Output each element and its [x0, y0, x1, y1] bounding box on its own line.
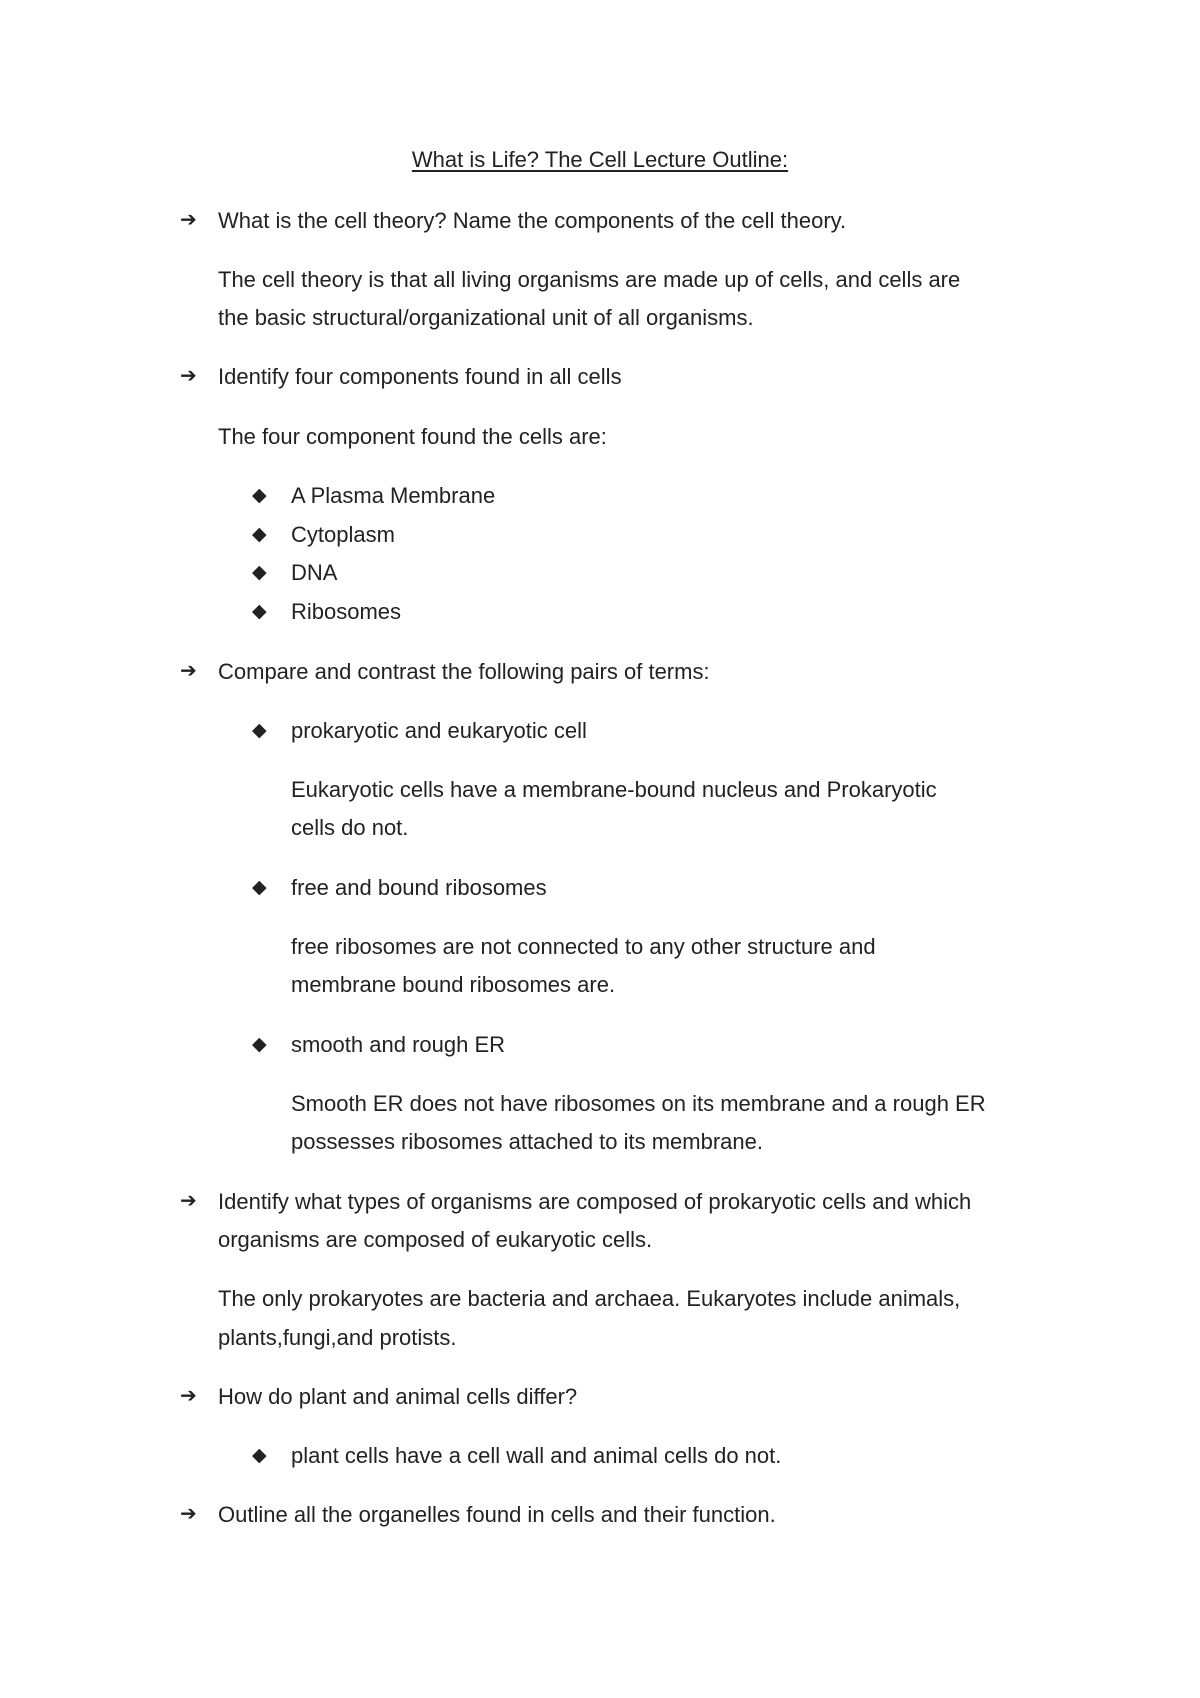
arrow-bullet-icon: ➔ [180, 1503, 197, 1525]
answer-line: the basic structural/organizational unit of all organisms. [218, 305, 754, 330]
arrow-bullet-icon: ➔ [180, 1190, 197, 1212]
list-item: Ribosomes [291, 599, 402, 624]
arrow-bullet-icon: ➔ [180, 660, 197, 682]
arrow-bullet-icon: ➔ [180, 365, 197, 387]
list-item: A Plasma Membrane [291, 483, 496, 508]
term-pair: free and bound ribosomes [291, 875, 547, 900]
diamond-bullet-icon: ◆ [252, 485, 267, 506]
answer-line: The four component found the cells are: [218, 424, 607, 449]
diamond-bullet-icon: ◆ [252, 877, 267, 898]
arrow-bullet-icon: ➔ [180, 209, 197, 231]
diamond-bullet-icon: ◆ [252, 601, 267, 622]
question-plant-animal: How do plant and animal cells differ? [218, 1384, 578, 1409]
question-cell-theory: What is the cell theory? Name the components of the cell theory. [218, 208, 847, 233]
diamond-bullet-icon: ◆ [252, 524, 267, 545]
question-organelles: Outline all the organelles found in cells and their function. [218, 1502, 776, 1527]
answer-line: cells do not. [291, 815, 409, 840]
answer-line: possesses ribosomes attached to its membrane. [291, 1129, 764, 1154]
term-pair: smooth and rough ER [291, 1032, 506, 1057]
diamond-bullet-icon: ◆ [252, 1034, 267, 1055]
answer-line: Smooth ER does not have ribosomes on its membrane and a rough ER [291, 1091, 986, 1116]
term-pair: prokaryotic and eukaryotic cell [291, 718, 587, 743]
question-organism-types-cont: organisms are composed of eukaryotic cells. [218, 1227, 653, 1252]
question-organism-types: Identify what types of organisms are composed of prokaryotic cells and which [218, 1189, 972, 1214]
diamond-bullet-icon: ◆ [252, 562, 267, 583]
question-compare-contrast: Compare and contrast the following pairs of terms: [218, 659, 710, 684]
diamond-bullet-icon: ◆ [252, 720, 267, 741]
list-item: Cytoplasm [291, 522, 395, 547]
page-title: What is Life? The Cell Lecture Outline: [411, 147, 789, 172]
answer-line: plants,fungi,and protists. [218, 1325, 457, 1350]
arrow-bullet-icon: ➔ [180, 1385, 197, 1407]
list-item: plant cells have a cell wall and animal cells do not. [291, 1443, 782, 1468]
answer-line: Eukaryotic cells have a membrane-bound nucleus and Prokaryotic [291, 777, 937, 802]
list-item: DNA [291, 560, 338, 585]
question-four-components: Identify four components found in all cells [218, 364, 622, 389]
answer-line: free ribosomes are not connected to any other structure and [291, 934, 876, 959]
answer-line: membrane bound ribosomes are. [291, 972, 616, 997]
diamond-bullet-icon: ◆ [252, 1445, 267, 1466]
answer-line: The cell theory is that all living organisms are made up of cells, and cells are [218, 267, 961, 292]
answer-line: The only prokaryotes are bacteria and archaea. Eukaryotes include animals, [218, 1286, 961, 1311]
